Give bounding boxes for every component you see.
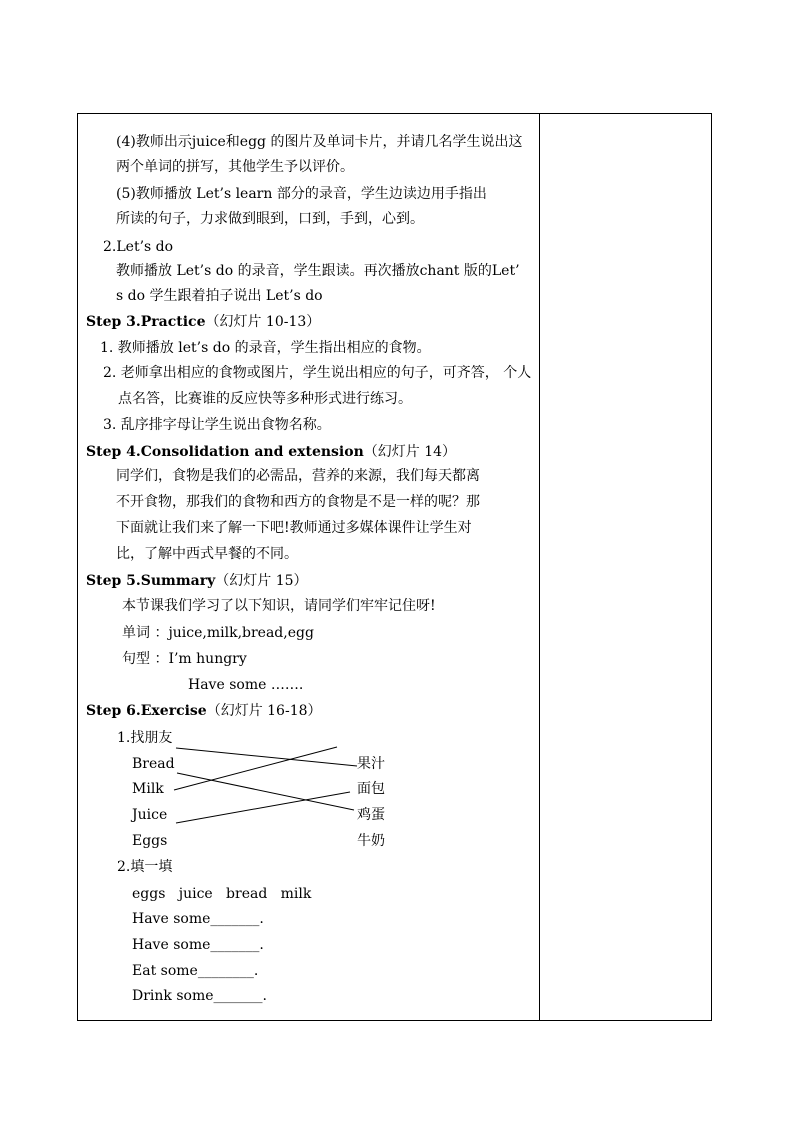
exercise-1-title: 1.找朋友 (117, 730, 173, 746)
text-line: s do 学生跟着拍子说出 Let’s do (116, 288, 323, 304)
text-line: 教师播放 Let’s do 的录音，学生跟读。再次播放chant 版的Let’ (116, 263, 520, 279)
text-line: 1. 教师播放 let’s do 的录音，学生指出相应的食物。 (100, 340, 431, 356)
step-3-title: Step 3.Practice (86, 314, 206, 330)
match-line (177, 773, 354, 810)
match-line (174, 747, 337, 790)
match-line (176, 792, 350, 823)
text-line: 点名答，比赛谁的反应快等多种形式进行练习。 (118, 391, 412, 407)
exercise-2-title: 2.填一填 (117, 859, 173, 875)
match-left-word: Eggs (132, 833, 168, 849)
text-line: 不开食物，那我们的食物和西方的食物是不是一样的呢？那 (116, 494, 480, 510)
text-line: 3. 乱序排字母让学生说出食物名称。 (103, 417, 331, 433)
match-right-word: 牛奶 (357, 833, 385, 849)
text-line: 单词 ：juice,milk,bread,egg (122, 625, 314, 641)
text-line: 两个单词的拼写，其他学生予以评价。 (116, 159, 354, 175)
match-right-word: 鸡蛋 (357, 807, 385, 823)
text-line: 2.Let’s do (103, 239, 174, 255)
match-right-word: 果汁 (357, 756, 385, 772)
step-5-slide-ref: （幻灯片 15） (215, 573, 308, 589)
match-left-word: Milk (132, 781, 164, 797)
fill-in-line: Have some_______. (132, 911, 264, 927)
text-line: 同学们，食物是我们的必需品，营养的来源，我们每天都离 (116, 468, 480, 484)
match-left-word: Juice (132, 807, 168, 823)
fill-in-line: Drink some_______. (132, 988, 267, 1004)
match-right-word: 面包 (357, 781, 385, 797)
text-line: 句型 ：I’m hungry (122, 651, 247, 667)
text-line: (4)教师出示juice和egg 的图片及单词卡片，并请几名学生说出这 (116, 134, 523, 150)
text-line: 下面就让我们来了解一下吧!教师通过多媒体课件让学生对 (116, 520, 472, 536)
fill-in-line: Have some_______. (132, 937, 264, 953)
text-line: 比，了解中西式早餐的不同。 (116, 546, 298, 562)
text-line: Have some ……. (188, 677, 304, 693)
text-line: 本节课我们学习了以下知识，请同学们牢牢记住呀! (122, 598, 436, 614)
step-4-title: Step 4.Consolidation and extension (86, 444, 364, 460)
step-4-slide-ref: （幻灯片 14） (363, 444, 457, 460)
step-6-slide-ref: （幻灯片 16-18） (206, 703, 322, 719)
match-line (176, 748, 357, 766)
fill-in-line: Eat some________. (132, 963, 259, 979)
text-line: (5)教师播放 Let’s learn 部分的录音，学生边读边用手指出 (116, 186, 487, 202)
match-left-word: Bread (132, 756, 175, 772)
step-6-title: Step 6.Exercise (86, 703, 207, 719)
step-3-slide-ref: （幻灯片 10-13） (205, 314, 321, 330)
word-bank: eggs juice bread milk (132, 886, 312, 902)
step-5-title: Step 5.Summary (86, 573, 216, 589)
text-line: 2. 老师拿出相应的食物或图片，学生说出相应的句子，可齐答， 个人 (103, 365, 532, 381)
text-line: 所读的句子，力求做到眼到，口到，手到，心到。 (116, 211, 424, 227)
